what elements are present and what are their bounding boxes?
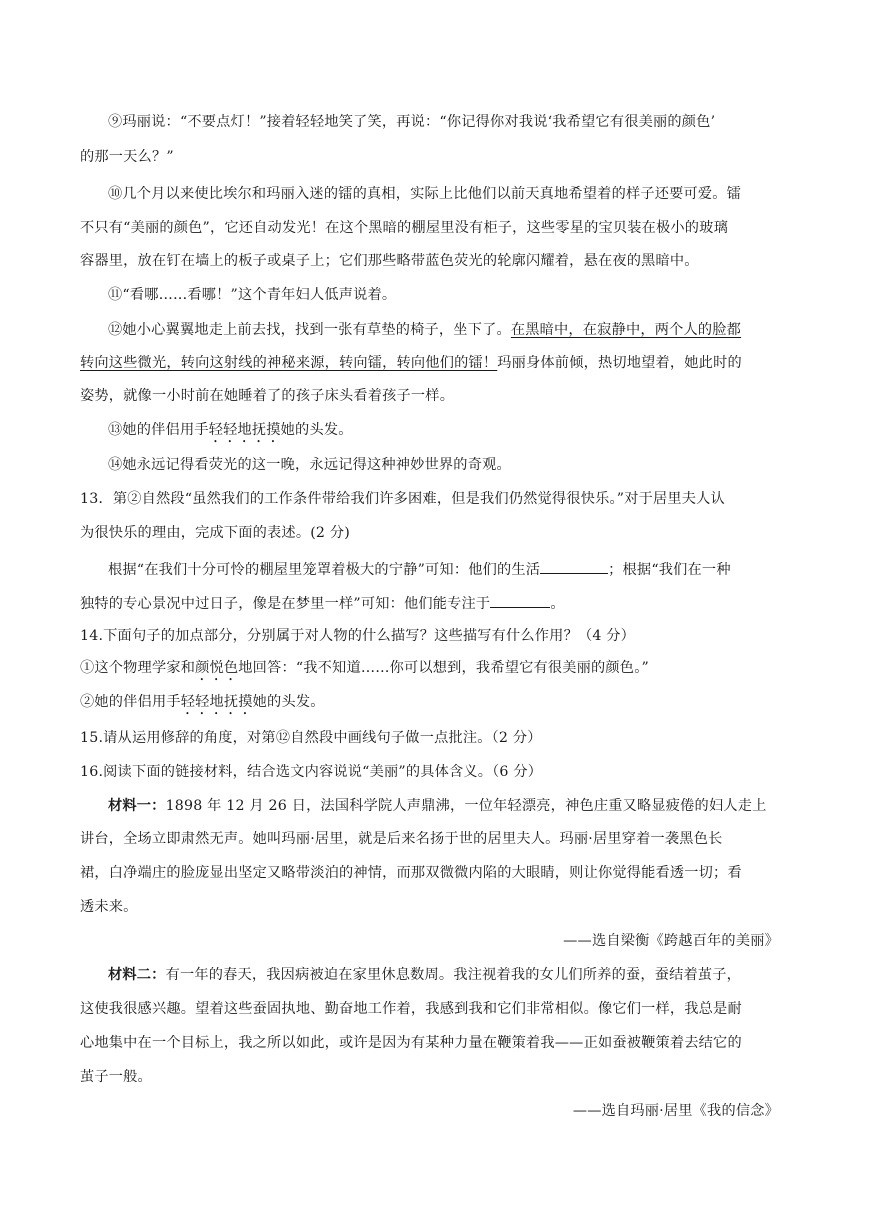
material-2-line-4: 茧子一般。	[80, 1069, 152, 1085]
emphasized-phrase: 颜悦色	[195, 660, 239, 676]
paragraph-12-line-2	[80, 353, 742, 373]
question-14-sentence-2	[80, 692, 325, 718]
question-14-sentence-1	[80, 658, 649, 684]
material-1-line-4: 透未来。	[80, 899, 138, 915]
question-16: 16.阅读下面的链接材料，结合选文内容说说“美丽”的具体含义。（6 分）	[80, 764, 543, 780]
emphasized-phrase: 轻轻地抚摸	[180, 694, 253, 710]
paragraph-11: ⑪“看哪……看哪！”这个青年妇人低声说着。	[108, 287, 397, 303]
paragraph-13-text: 她的头发。	[280, 422, 353, 438]
material-1-line-3: 裙，白净端庄的脸庞显出坚定又略带淡泊的神情，而那双微微内陷的大眼睛，则让你觉得能看透一切；看	[80, 865, 742, 881]
question-14-line-1: 14.下面句子的加点部分，分别属于对人物的什么描写？这些描写有什么作用？（4 分）	[80, 628, 636, 644]
material-2-line-3: 心地集中在一个目标上，我之所以如此，或许是因为有某种力量在鞭策着我——正如蚕被鞭策着去结它的	[80, 1035, 742, 1051]
fill-text: ；根据“我们在一种	[608, 562, 731, 578]
material-1-line-2: 讲台，全场立即肃然无声。她叫玛丽·居里，就是后来名扬于世的居里夫人。玛丽·居里穿着一袭黑色长	[80, 831, 723, 847]
emphasized-phrase: 轻轻地抚摸	[208, 422, 281, 438]
sentence-text: ②她的伴侣用手	[80, 694, 181, 710]
material-2-label: 材料二：	[108, 967, 166, 983]
question-13-fill-1	[108, 558, 731, 580]
sentence-text: ①这个物理学家和	[80, 660, 196, 676]
paragraph-13-text: ⑬她的伴侣用手	[108, 422, 209, 438]
material-text: 1898 年 12 月 26 日，法国科学院人声鼎沸，一位年轻漂亮，神色庄重又略显疲倦的妇人走上	[165, 798, 767, 814]
material-2-source: ——选自玛丽·居里《我的信念》	[572, 1103, 779, 1119]
material-text: 有一年的春天，我因病被迫在家里休息数周。我注视着我的女儿们所养的蚕，蚕结着茧子，	[165, 967, 742, 983]
material-1-source: ——选自梁衡《跨越百年的美丽》	[563, 933, 779, 949]
paragraph-12-text: ⑫她小心翼翼地走上前去找，找到一张有草垫的椅子，坐下了。	[108, 322, 511, 338]
paragraph-12-line-1	[108, 320, 741, 340]
question-15: 15.请从运用修辞的角度，对第⑫自然段中画线句子做一点批注。（2 分）	[80, 730, 542, 746]
material-1-line-1	[108, 796, 767, 816]
sentence-text: 她的头发。	[252, 694, 325, 710]
paragraph-13	[108, 420, 353, 446]
underlined-sentence: 在黑暗中，在寂静中，两个人的脸都	[510, 322, 742, 338]
paragraph-9-line-2: 的那一天么？”	[80, 149, 174, 165]
fill-text: 。	[550, 596, 565, 612]
paragraph-12-text: 玛丽身体前倾，热切地望着，她此时的	[497, 355, 742, 371]
material-2-line-1	[108, 965, 741, 985]
fill-text: 根据“在我们十分可怜的棚屋里笼罩着极大的宁静”可知：他们的生活	[108, 562, 541, 578]
paragraph-14: ⑭她永远记得看荧光的这一晚，永远记得这种神妙世界的奇观。	[108, 457, 511, 473]
question-13-line-1: 13．第②自然段“虽然我们的工作条件带给我们许多困难，但是我们仍然觉得很快乐。”对于居里夫人认	[80, 491, 725, 507]
question-13-fill-2	[80, 592, 565, 614]
question-13-line-2: 为很快乐的理由，完成下面的表述。(2 分)	[80, 525, 350, 541]
paragraph-9-line-1: ⑨玛丽说：“不要点灯！”接着轻轻地笑了笑，再说：“你记得你对我说‘我希望它有很美丽的颜色’	[108, 114, 716, 130]
paragraph-10-line-1: ⑩几个月以来使比埃尔和玛丽入迷的镭的真相，实际上比他们以前天真地希望着的样子还要可爱。镭	[108, 186, 742, 202]
paragraph-12-line-3: 姿势，就像一小时前在她睡着了的孩子床头看着孩子一样。	[80, 388, 455, 404]
material-1-label: 材料一：	[108, 798, 166, 814]
material-2-line-2: 这使我很感兴趣。望着这些蚕固执地、勤奋地工作着，我感到我和它们非常相似。像它们一样，我总是耐	[80, 1001, 742, 1017]
answer-blank-1[interactable]	[540, 558, 608, 574]
sentence-text: 地回答：“我不知道……你可以想到，我希望它有很美丽的颜色。”	[238, 660, 649, 676]
paragraph-10-line-3: 容器里，放在钉在墙上的板子或桌子上；它们那些略带蓝色荧光的轮廓闪耀着，悬在夜的黑暗中。	[80, 253, 699, 269]
fill-text: 独特的专心景况中过日子，像是在梦里一样”可知：他们能专注于	[80, 596, 491, 612]
underlined-sentence: 转向这些微光，转向这射线的神秘来源，转向镭，转向他们的镭！	[80, 355, 498, 371]
answer-blank-2[interactable]	[490, 592, 550, 608]
paragraph-10-line-2: 不只有“美丽的颜色”，它还自动发光！在这个黑暗的棚屋里没有柜子，这些零星的宝贝装在极小的玻璃	[80, 220, 728, 236]
